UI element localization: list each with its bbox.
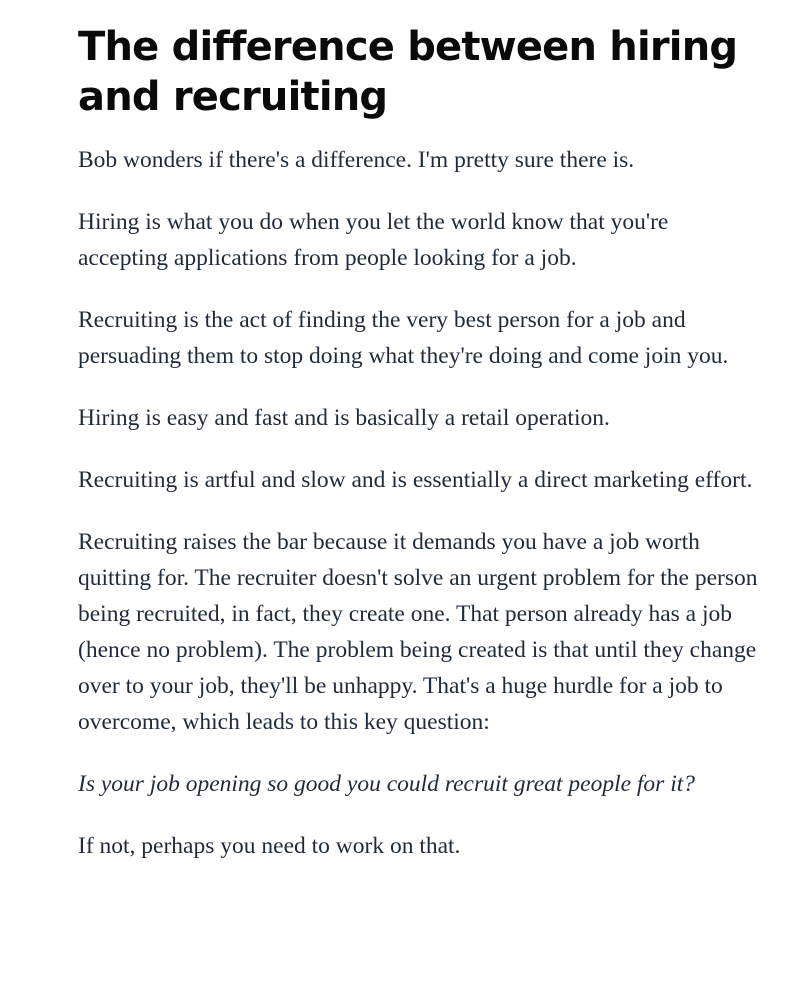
post-title: The difference between hiring and recruiting bbox=[78, 24, 738, 120]
paragraph-key-question: Is your job opening so good you could recruit great people for it? bbox=[78, 771, 696, 797]
paragraph-hiring-easy: Hiring is easy and fast and is basically a retail operation. bbox=[78, 405, 610, 431]
paragraph-closing: If not, perhaps you need to work on that. bbox=[78, 833, 461, 859]
paragraph-recruiting-artful: Recruiting is artful and slow and is essentially a direct marketing effort. bbox=[78, 467, 753, 493]
paragraph-intro: Bob wonders if there's a difference. I'm pretty sure there is. bbox=[78, 147, 635, 173]
paragraph-hiring-definition: Hiring is what you do when you let the world know that you're accepting applications from people looking for a job. bbox=[78, 209, 669, 271]
paragraph-raises-bar: Recruiting raises the bar because it demands you have a job worth quitting for. The recruiter doesn't solve an urgent problem for the person being recruited, in fact, they create one. That person already has a job (hence no problem). The problem being created is that until they change over to your job, they'll be unhappy. That's a huge hurdle for a job to overcome, which leads to this key question: bbox=[78, 529, 758, 735]
paragraph-recruiting-definition: Recruiting is the act of finding the very best person for a job and persuading them to stop doing what they're doing and come join you. bbox=[78, 307, 729, 369]
article bbox=[78, 22, 758, 890]
